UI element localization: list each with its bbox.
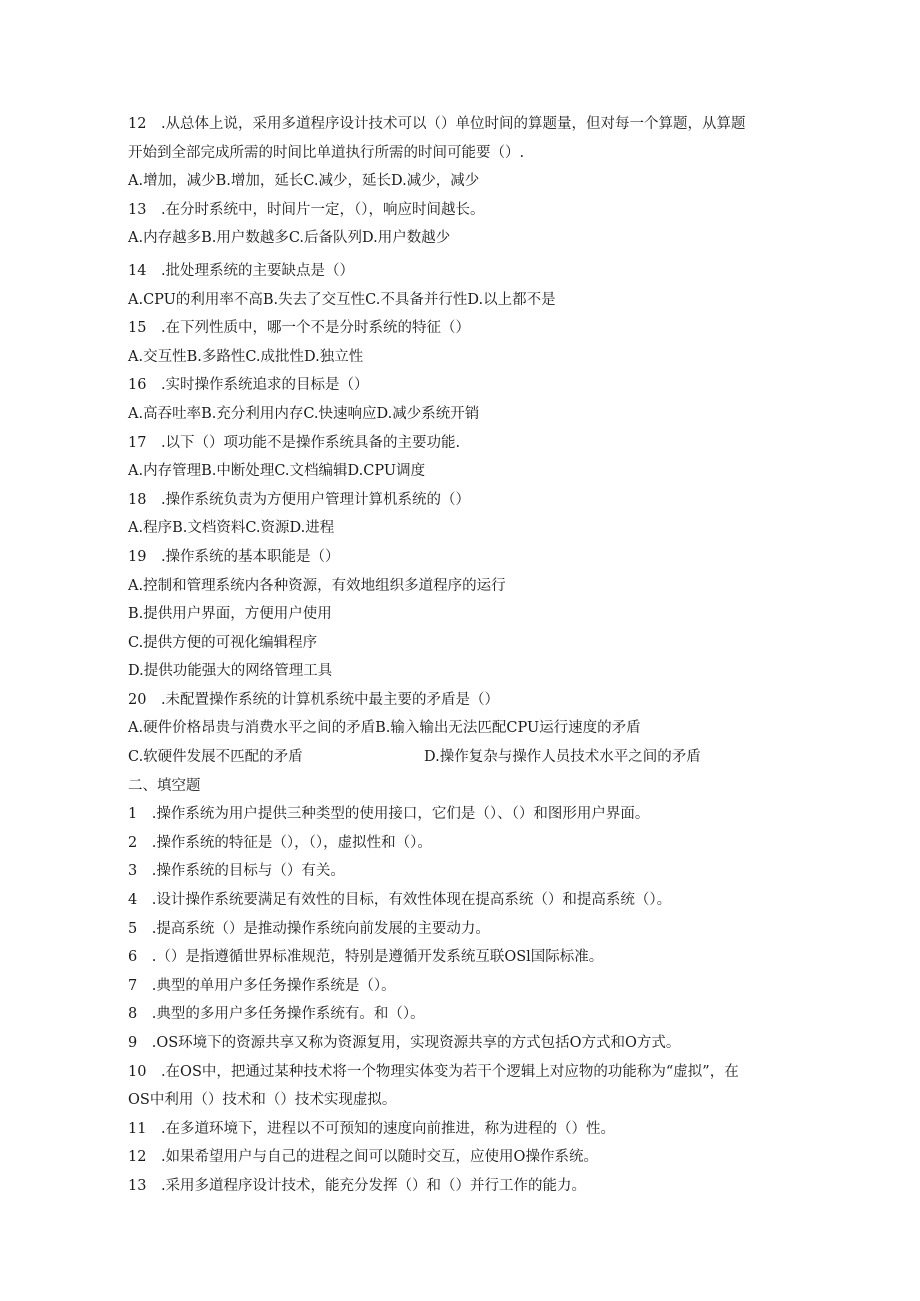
question-16: 16 .实时操作系统追求的目标是（） xyxy=(128,377,369,394)
question-20-option-d: D.操作复杂与操作人员技术水平之间的矛盾 xyxy=(424,749,701,766)
question-13: 13 .在分时系统中，时间片一定，（），响应时间越长。 xyxy=(128,201,485,218)
fill-3: 3 .操作系统的目标与（）有关。 xyxy=(128,863,345,880)
fill-10-line-2: OS中利用（）技术和（）技术实现虚拟。 xyxy=(128,1092,397,1109)
question-18-options: A.程序B.文档资料C.资源D.进程 xyxy=(128,520,335,537)
fill-4: 4 .设计操作系统要满足有效性的目标，有效性体现在提高系统（）和提高系统（）。 xyxy=(128,892,672,909)
question-16-options: A.高吞吐率B.充分利用内存C.快速响应D.减少系统开销 xyxy=(128,405,480,422)
fill-12: 12 .如果希望用户与自己的进程之间可以随时交互，应使用O操作系统。 xyxy=(128,1149,598,1166)
question-17: 17 .以下（）项功能不是操作系统具备的主要功能. xyxy=(128,434,461,451)
question-19-option-b: B.提供用户界面，方便用户使用 xyxy=(128,606,332,623)
question-15-options: A.交互性B.多路性C.成批性D.独立性 xyxy=(128,348,364,365)
section-heading-fill-in: 二、填空题 xyxy=(128,777,201,794)
question-20: 20 .未配置操作系统的计算机系统中最主要的矛盾是（） xyxy=(128,691,500,708)
fill-11: 11 .在多道环境下，进程以不可预知的速度向前推进，称为进程的（）性。 xyxy=(128,1120,616,1137)
question-17-options: A.内存管理B.中断处理C.文档编辑D.CPU调度 xyxy=(128,463,426,480)
fill-8: 8 .典型的多用户多任务操作系统有。和（）。 xyxy=(128,1006,425,1023)
question-19-option-c: C.提供方便的可视化编辑程序 xyxy=(128,634,318,651)
fill-7: 7 .典型的单用户多任务操作系统是（）。 xyxy=(128,977,396,994)
question-15: 15 .在下列性质中，哪一个不是分时系统的特征（） xyxy=(128,320,471,337)
question-12-line-1: 12 .从总体上说，采用多道程序设计技术可以（）单位时间的算题量，但对每一个算题，从算题 xyxy=(128,116,746,132)
fill-2: 2 .操作系统的特征是（），（），虚拟性和（）。 xyxy=(128,834,432,851)
question-20-option-c: C.软硬件发展不匹配的矛盾 xyxy=(128,749,303,766)
question-12-options: A.增加，减少B.增加，延长C.减少，延长D.减少，减少 xyxy=(128,173,480,190)
fill-5: 5 .提高系统（）是推动操作系统向前发展的主要动力。 xyxy=(128,920,490,937)
question-20-options-cd xyxy=(128,743,788,772)
question-19-option-a: A.控制和管理系统内各种资源，有效地组织多道程序的运行 xyxy=(128,577,506,594)
fill-9: 9 .OS环境下的资源共享又称为资源复用，实现资源共享的方式包括O方式和O方式。 xyxy=(128,1035,681,1051)
document-page xyxy=(128,110,788,1201)
fill-1: 1 .操作系统为用户提供三种类型的使用接口，它们是（）、（）和图形用户界面。 xyxy=(128,806,650,823)
question-19: 19 .操作系统的基本职能是（） xyxy=(128,548,340,565)
question-19-option-d: D.提供功能强大的网络管理工具 xyxy=(128,663,333,680)
question-18: 18 .操作系统负责为方便用户管理计算机系统的（） xyxy=(128,491,471,508)
question-14-options: A.CPU的利用率不高B.失去了交互性C.不具备并行性D.以上都不是 xyxy=(128,291,556,308)
question-13-options: A.内存越多B.用户数越多C.后备队列D.用户数越少 xyxy=(128,230,451,247)
fill-6: 6 .（）是指遵循世界标准规范，特别是遵循开发系统互联OSl国际标准。 xyxy=(128,949,604,966)
question-14: 14 .批处理系统的主要缺点是（） xyxy=(128,262,355,279)
fill-13: 13 .采用多道程序设计技术，能充分发挥（）和（）并行工作的能力。 xyxy=(128,1177,587,1194)
question-12-line-2: 开始到全部完成所需的时间比单道执行所需的时间可能要（）. xyxy=(128,144,525,161)
fill-10-line-1: 10 .在OS中，把通过某种技术将一个物理实体变为若干个逻辑上对应物的功能称为“虚拟”，在 xyxy=(128,1063,739,1080)
question-20-options-ab: A.硬件价格昂贵与消费水平之间的矛盾B.输入输出无法匹配CPU运行速度的矛盾 xyxy=(128,720,641,737)
